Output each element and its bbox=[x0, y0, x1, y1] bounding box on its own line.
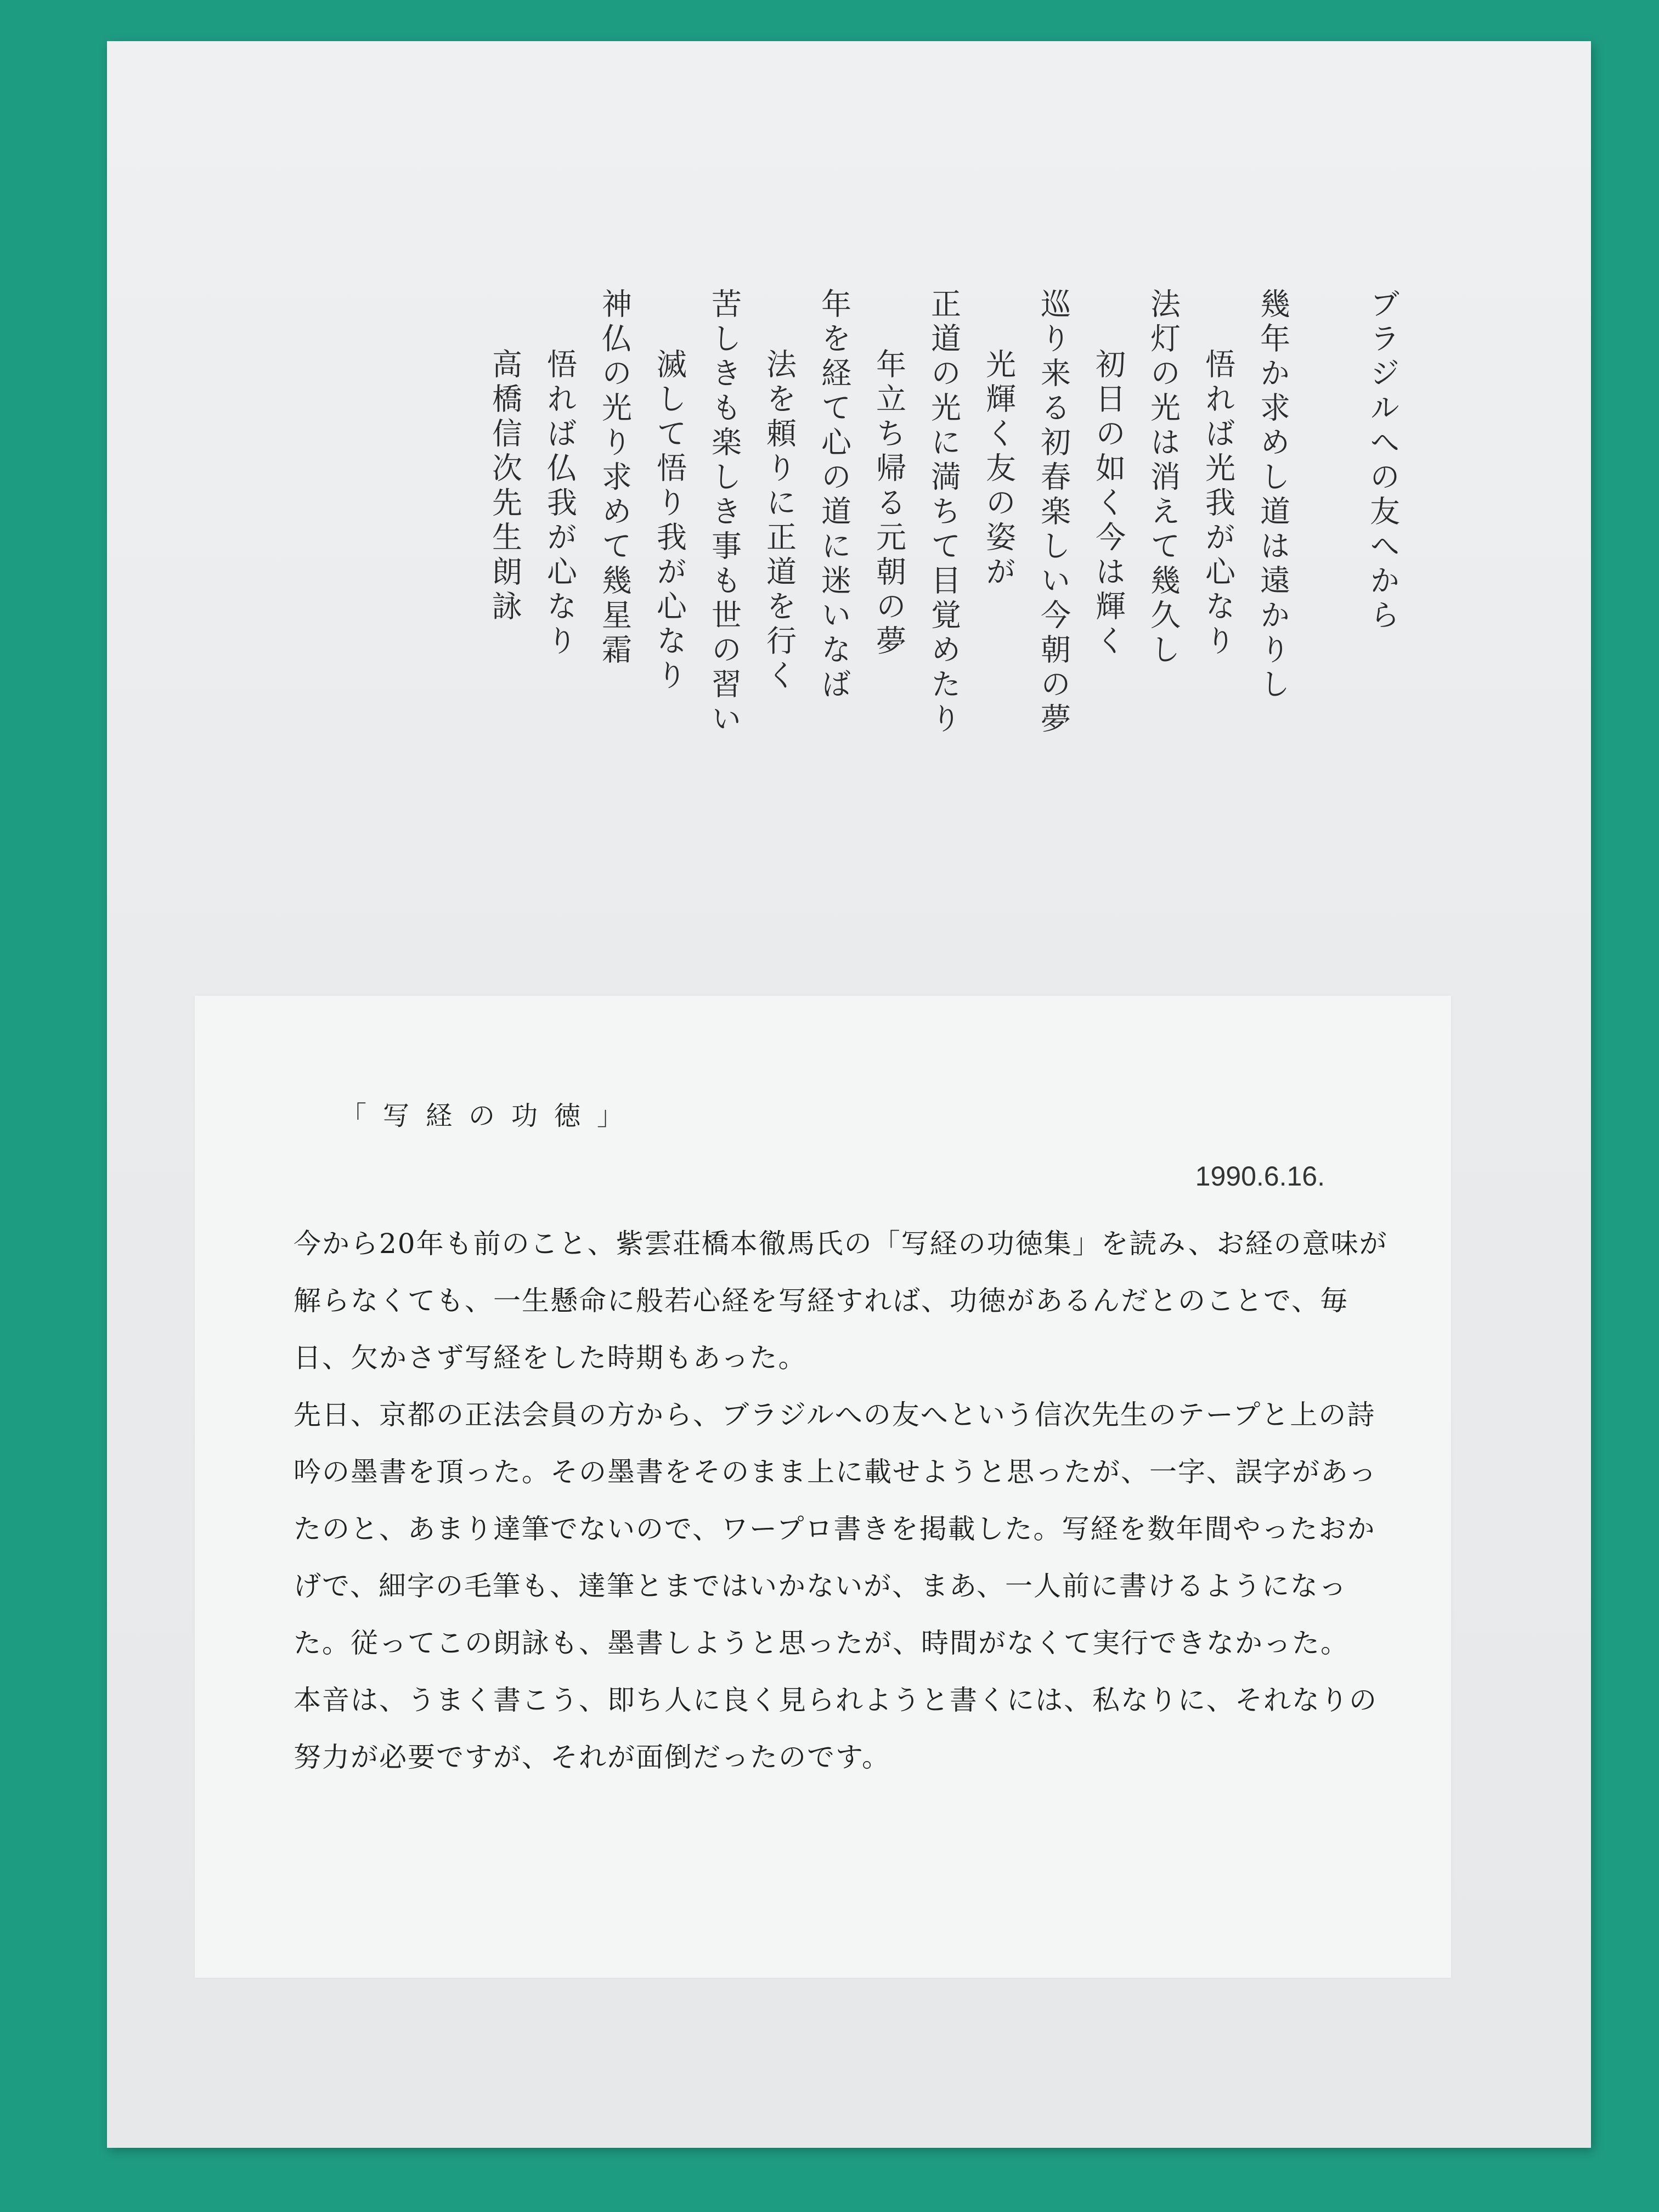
poem-line: 初日の如く今は輝く bbox=[1091, 348, 1126, 659]
poem-line: 年を経て心の道に迷いなば bbox=[816, 288, 851, 703]
essay-title: 「写経の功徳」 bbox=[340, 1101, 640, 1131]
poem-title: ブラジルへの友へから bbox=[1365, 288, 1400, 634]
poem-author: 高橋信次先生朗詠 bbox=[487, 348, 522, 625]
essay-clipping bbox=[195, 996, 1451, 1978]
poem-line: 年立ち帰る元朝の夢 bbox=[871, 348, 906, 659]
poem-line: 苦しきも楽しき事も世の習い bbox=[707, 288, 742, 737]
poem-line: 滅して悟り我が心なり bbox=[652, 348, 687, 694]
poem-line: 幾年か求めし道は遠かりし bbox=[1255, 288, 1290, 703]
paper-sheet bbox=[107, 41, 1591, 2148]
essay-paragraph: 本音は、うまく書こう、即ち人に良く見られようと書くには、私なりに、それなりの努力が必要ですが、それが面倒だったのです。 bbox=[294, 1684, 1378, 1773]
poem-line: 悟れば仏我が心なり bbox=[542, 348, 577, 659]
poem bbox=[477, 288, 1410, 737]
essay-paragraph: 先日、京都の正法会員の方から、ブラジルへの友へという信次先生のテープと上の詩吟の墨書を頂った。その墨書をそのまま上に載せようと思ったが、一字、誤字があったのと、あまり達筆でないので、ワープロ書きを掲載した。写経を数年間やったおかげで、細字の毛筆も、達筆とまではいかないが、まあ、一人前に書けるようになった。従ってこの朗詠も、墨書しようと思ったが、時間がなくて実行できなかった。 bbox=[294, 1399, 1378, 1659]
essay-paragraph: 今から20年も前のこと、紫雲荘橋本徹馬氏の「写経の功徳集」を読み、お経の意味が解らなくても、一生懸命に般若心経を写経すれば、功徳があるんだとのことで、毎日、欠かさず写経をした時期もあった。 bbox=[294, 1228, 1388, 1374]
poem-line: 法灯の光は消えて幾久し bbox=[1146, 288, 1181, 668]
poem-line: 巡り来る初春楽しい今朝の夢 bbox=[1036, 288, 1071, 737]
essay-body bbox=[294, 1215, 1396, 1786]
poem-line: 正道の光に満ちて目覚めたり bbox=[926, 288, 961, 737]
poem-line: 光輝く友の姿が bbox=[981, 348, 1016, 590]
poem-line: 神仏の光り求めて幾星霜 bbox=[597, 288, 632, 668]
poem-line: 悟れば光我が心なり bbox=[1200, 348, 1235, 659]
essay-date: 1990.6.16. bbox=[1195, 1161, 1325, 1192]
poem-line: 法を頼りに正道を行く bbox=[761, 348, 797, 694]
